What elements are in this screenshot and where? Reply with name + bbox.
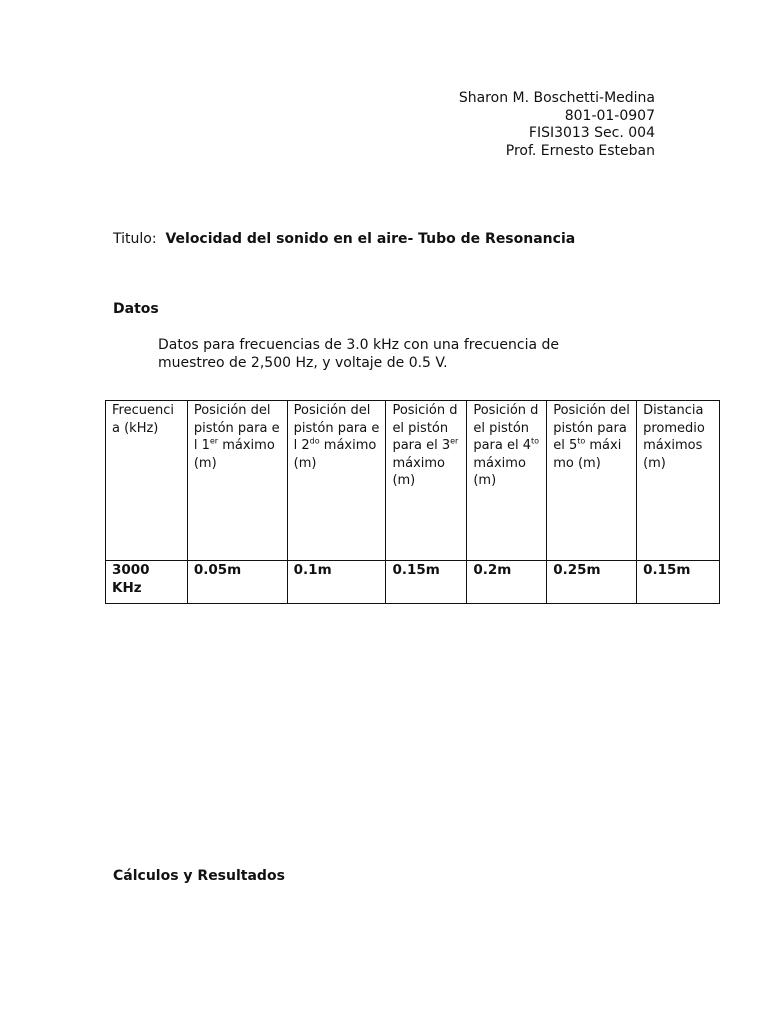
document-title bbox=[113, 231, 575, 247]
cell-frecuencia: 3000 KHz bbox=[106, 561, 188, 604]
cell-piston-4: 0.2m bbox=[467, 561, 547, 604]
cell-distancia-promedio: 0.15m bbox=[637, 561, 720, 604]
header-piston-1: Posición del pistón para el 1er máximo (m) bbox=[187, 401, 287, 561]
author-name: Sharon M. Boschetti-Medina bbox=[458, 90, 655, 106]
table-row bbox=[106, 561, 720, 604]
header-piston-3: Posición del pistón para el 3er máximo (m) bbox=[386, 401, 467, 561]
professor-name: Prof. Ernesto Esteban bbox=[505, 142, 655, 159]
header-piston-5: Posición del pistón para el $5^{to}$ máximo (m) bbox=[547, 401, 637, 561]
data-table bbox=[105, 400, 720, 604]
cell-piston-2: 0.1m bbox=[287, 561, 386, 604]
header-piston-4: Posición del pistón para el $4^{to}$ máximo (m) bbox=[467, 401, 547, 561]
title-lead: Titulo: bbox=[113, 231, 157, 247]
course-section: FISI3013 Sec. 004 bbox=[528, 125, 655, 141]
datos-intro: Datos para frecuencias de 3.0 kHz con una frecuencia de muestreo de 2,500 Hz, y voltaje de 0.5 V. bbox=[158, 337, 559, 371]
title-text: Velocidad del sonido en el aire- Tubo de Resonancia bbox=[165, 231, 576, 247]
cell-piston-3: 0.15m bbox=[386, 561, 467, 604]
header-piston-2: Posición del pistón para el $2^{do}$ máximo (m) bbox=[287, 401, 386, 561]
cell-piston-5: 0.25m bbox=[547, 561, 637, 604]
header-frecuencia: Frecuencia (kHz) bbox=[106, 401, 188, 561]
datos-heading: Datos bbox=[113, 301, 159, 317]
student-id: 801-01-0907 bbox=[564, 107, 655, 124]
table-header-row bbox=[106, 401, 720, 561]
cell-piston-1: 0.05m bbox=[187, 561, 287, 604]
calculos-heading: Cálculos y Resultados bbox=[113, 868, 285, 884]
header-distancia-promedio: Distancia promedio máximos (m) bbox=[637, 401, 720, 561]
author-block bbox=[459, 90, 655, 160]
